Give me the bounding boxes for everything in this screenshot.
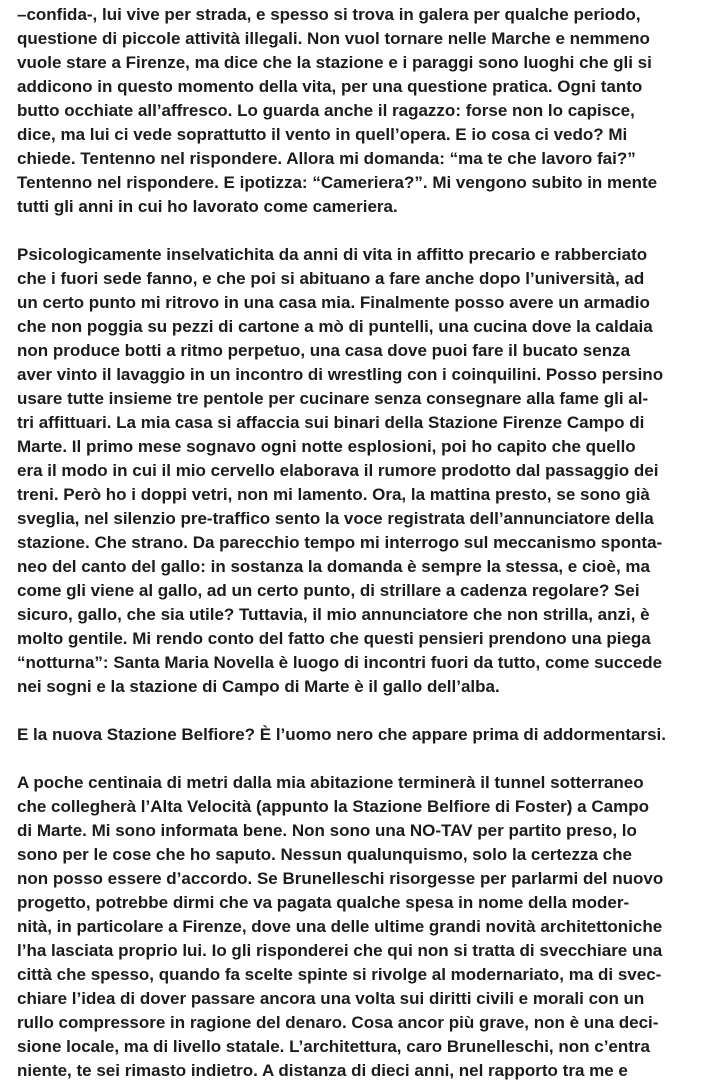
- text-line: A poche centinaia di metri dalla mia abitazione terminerà il tunnel sotterraneo: [17, 773, 644, 792]
- text-line: era il modo in cui il mio cervello elaborava il rumore prodotto dal passaggio dei: [17, 461, 659, 480]
- text-line: Psicologicamente inselvatichita da anni di vita in affitto precario e rabberciato: [17, 245, 648, 264]
- text-line: un certo punto mi ritrovo in una casa mia. Finalmente posso avere un armadio: [17, 293, 650, 312]
- text-line: tri affittuari. La mia casa si affaccia sui binari della Stazione Firenze Campo di: [17, 413, 645, 432]
- text-line: neo del canto del gallo: in sostanza la domanda è sempre la stessa, e cioè, ma: [17, 557, 650, 576]
- text-line: butto occhiate all’affresco. Lo guarda anche il ragazzo: forse non lo capisce,: [17, 101, 635, 120]
- paragraph-tunnel: [17, 771, 713, 1083]
- paragraph-spacer: [17, 219, 713, 243]
- text-line: città che spesso, quando fa scelte spinte si rivolge al modernariato, ma di svec-: [17, 965, 662, 984]
- text-line: treni. Però ho i doppi vetri, non mi lamento. Ora, la mattina presto, se sono già: [17, 485, 650, 504]
- text-line: di Marte. Mi sono informata bene. Non sono una NO-TAV per partito preso, lo: [17, 821, 637, 840]
- text-line: non produce botti a ritmo perpetuo, una casa dove puoi fare il bucato senza: [17, 341, 631, 360]
- paragraph-casa: [17, 243, 713, 699]
- text-line: progetto, potrebbe dirmi che va pagata qualche spesa in nome della moder-: [17, 893, 630, 912]
- text-line: chiede. Tentenno nel rispondere. Allora mi domanda: “ma te che lavoro fai?”: [17, 149, 636, 168]
- text-line: E la nuova Stazione Belfiore? È l’uomo nero che appare prima di addormentarsi.: [17, 725, 666, 744]
- text-line: nei sogni e la stazione di Campo di Marte è il gallo dell’alba.: [17, 677, 500, 696]
- text-line: questione di piccole attività illegali. Non vuol tornare nelle Marche e nemmeno: [17, 29, 650, 48]
- text-line: sione locale, ma di livello statale. L’architettura, caro Brunelleschi, non c’entra: [17, 1037, 650, 1056]
- paragraph-cameriera: [17, 3, 713, 219]
- text-line: “notturna”: Santa Maria Novella è luogo di incontri fuori da tutto, come succede: [17, 653, 663, 672]
- text-line: molto gentile. Mi rendo conto del fatto che questi pensieri prendono una piega: [17, 629, 651, 648]
- paragraph-spacer: [17, 699, 713, 723]
- text-line: sono per le cose che ho saputo. Nessun qualunquismo, solo la certezza che: [17, 845, 632, 864]
- text-line: Marte. Il primo mese sognavo ogni notte esplosioni, poi ho capito che quello: [17, 437, 636, 456]
- text-line: aver vinto il lavaggio in un incontro di wrestling con i coinquilini. Posso persino: [17, 365, 664, 384]
- text-line: che non poggia su pezzi di cartone a mò di puntelli, una cucina dove la caldaia: [17, 317, 653, 336]
- text-line: che i fuori sede fanno, e che poi si abituano a fare anche dopo l’università, ad: [17, 269, 645, 288]
- text-line: niente, te sei rimasto indietro. A distanza di dieci anni, nel rapporto tra me e: [17, 1061, 628, 1080]
- text-line: nità, in particolare a Firenze, dove una delle ultime grandi novità architettoniche: [17, 917, 663, 936]
- text-line: sicuro, gallo, che sia utile? Tuttavia, il mio annunciatore che non strilla, anzi, è: [17, 605, 650, 624]
- text-line: chiare l’idea di dover passare ancora una volta sui diritti civili e morali con un: [17, 989, 645, 1008]
- text-line: sveglia, nel silenzio pre-traffico sento la voce registrata dell’annunciatore della: [17, 509, 654, 528]
- text-line: tutti gli anni in cui ho lavorato come cameriera.: [17, 197, 398, 216]
- text-line: Tentenno nel rispondere. E ipotizza: “Cameriera?”. Mi vengono subito in mente: [17, 173, 658, 192]
- text-line: vuole stare a Firenze, ma dice che la stazione e i paraggi sono luoghi che gli si: [17, 53, 652, 72]
- paragraph-belfiore: [17, 723, 713, 747]
- text-line: addicono in questo momento della vita, per una questione pratica. Ogni tanto: [17, 77, 643, 96]
- paragraph-spacer: [17, 747, 713, 771]
- text-line: non posso essere d’accordo. Se Brunelleschi risorgesse per parlarmi del nuovo: [17, 869, 664, 888]
- text-line: l’ha lasciata proprio lui. Io gli risponderei che qui non si tratta di svecchiare una: [17, 941, 663, 960]
- text-line: come gli viene al gallo, ad un certo punto, di strillare a cadenza regolare? Sei: [17, 581, 640, 600]
- text-line: usare tutte insieme tre pentole per cucinare senza consegnare alla fame gli al-: [17, 389, 649, 408]
- text-line: che collegherà l’Alta Velocità (appunto la Stazione Belfiore di Foster) a Campo: [17, 797, 649, 816]
- text-line: –confida-, lui vive per strada, e spesso si trova in galera per qualche periodo,: [17, 5, 641, 24]
- text-line: dice, ma lui ci vede soprattutto il vento in quell’opera. E io cosa ci vedo? Mi: [17, 125, 628, 144]
- text-line: stazione. Che strano. Da parecchio tempo mi interrogo sul meccanismo sponta-: [17, 533, 663, 552]
- text-line: rullo compressore in ragione del denaro. Cosa ancor più grave, non è una deci-: [17, 1013, 659, 1032]
